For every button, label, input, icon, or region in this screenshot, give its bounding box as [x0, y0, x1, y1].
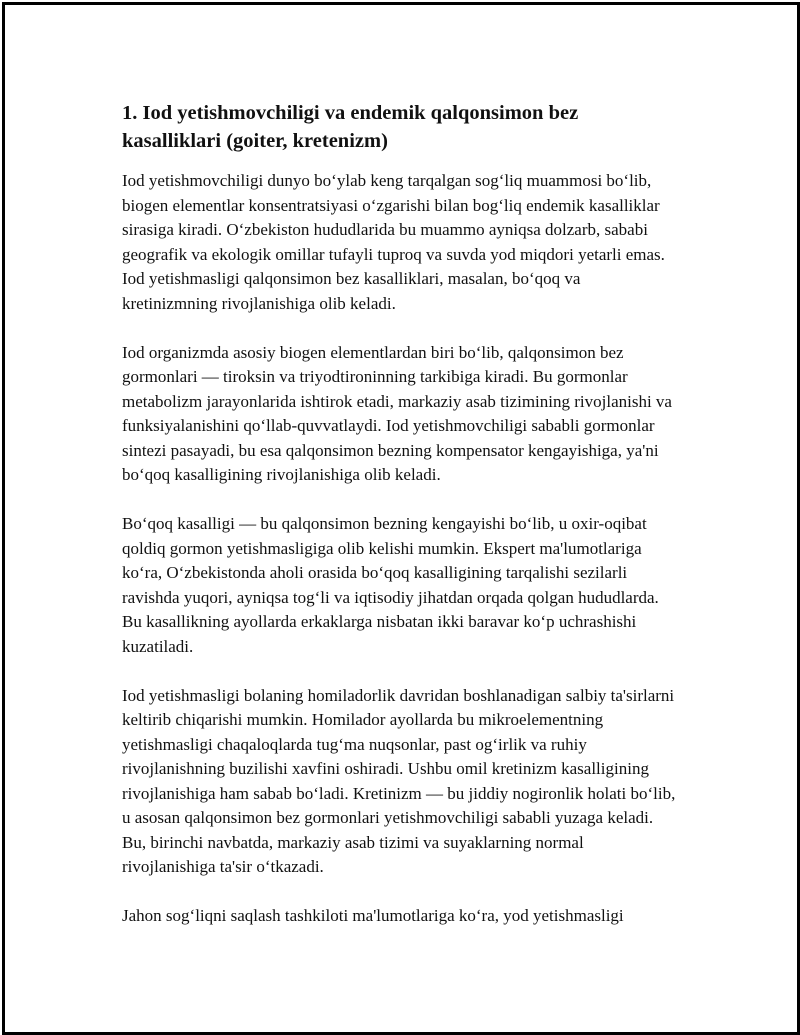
paragraph-1: Iod yetishmovchiligi dunyo boʻylab keng tarqalgan sogʻliq muammosi boʻlib, biogen elementlar konsentratsiyasi oʻzgarishi bilan bogʻliq endemik kasalliklar sirasiga kiradi. Oʻzbekiston hududlarida bu muammo ayniqsa dolzarb, sababi geografik va ekologik omillar tufayli tuproq va suvda yod miqdori yetarli emas. Iod yetishmasligi qalqonsimon bez kasalliklari, masalan, boʻqoq va kretinizmning rivojlanishiga olib keladi. — [122, 171, 665, 313]
page-frame — [2, 2, 800, 1035]
document-body — [122, 99, 677, 953]
paragraph-5: Jahon sogʻliqni saqlash tashkiloti ma'lumotlariga koʻra, yod yetishmasligi — [122, 906, 624, 925]
paragraph-4: Iod yetishmasligi bolaning homiladorlik davridan boshlanadigan salbiy ta'sirlarni keltirib chiqarishi mumkin. Homilador ayollarda bu mikroelementning yetishmasligi chaqaloqlarda tugʻma nuqsonlar, past ogʻirlik va ruhiy rivojlanishning buzilishi xavfini oshiradi. Ushbu omil kretinizm kasalligining rivojlanishiga ham sabab boʻladi. Kretinizm — bu jiddiy nogironlik holati boʻlib, u asosan qalqonsimon bez gormonlari yetishmovchiligi sababli yuzaga keladi. Bu, birinchi navbatda, markaziy asab tizimi va suyaklarning normal rivojlanishiga ta'sir oʻtkazadi. — [122, 685, 676, 876]
paragraph-3: Boʻqoq kasalligi — bu qalqonsimon bezning kengayishi boʻlib, u oxir-oqibat qoldiq gormon yetishmasligiga olib kelishi mumkin. Ekspert ma'lumotlariga koʻra, Oʻzbekistonda aholi orasida boʻqoq kasalligining tarqalishi sezilarli ravishda yuqori, ayniqsa togʻli va iqtisodiy jihatdan orqada qolgan hududlarda. Bu kasallikning ayollarda erkaklarga nisbatan ikki baravar koʻp uchrashishi kuzatiladi. — [122, 514, 659, 656]
section-heading: 1. Iod yetishmovchiligi va endemik qalqonsimon bez kasalliklari (goiter, kretenizm) — [122, 102, 579, 152]
paragraph-2: Iod organizmda asosiy biogen elementlardan biri boʻlib, qalqonsimon bez gormonlari — tiroksin va triyodtironinning tarkibiga kiradi. Bu gormonlar metabolizm jarayonlarida ishtirok etadi, markaziy asab tizimining rivojlanishi va funksiyalanishini qoʻllab-quvvatlaydi. Iod yetishmovchiligi sababli gormonlar sintezi pasayadi, bu esa qalqonsimon bezning kompensator kengayishiga, ya'ni boʻqoq kasalligining rivojlanishiga olib keladi. — [122, 342, 672, 484]
